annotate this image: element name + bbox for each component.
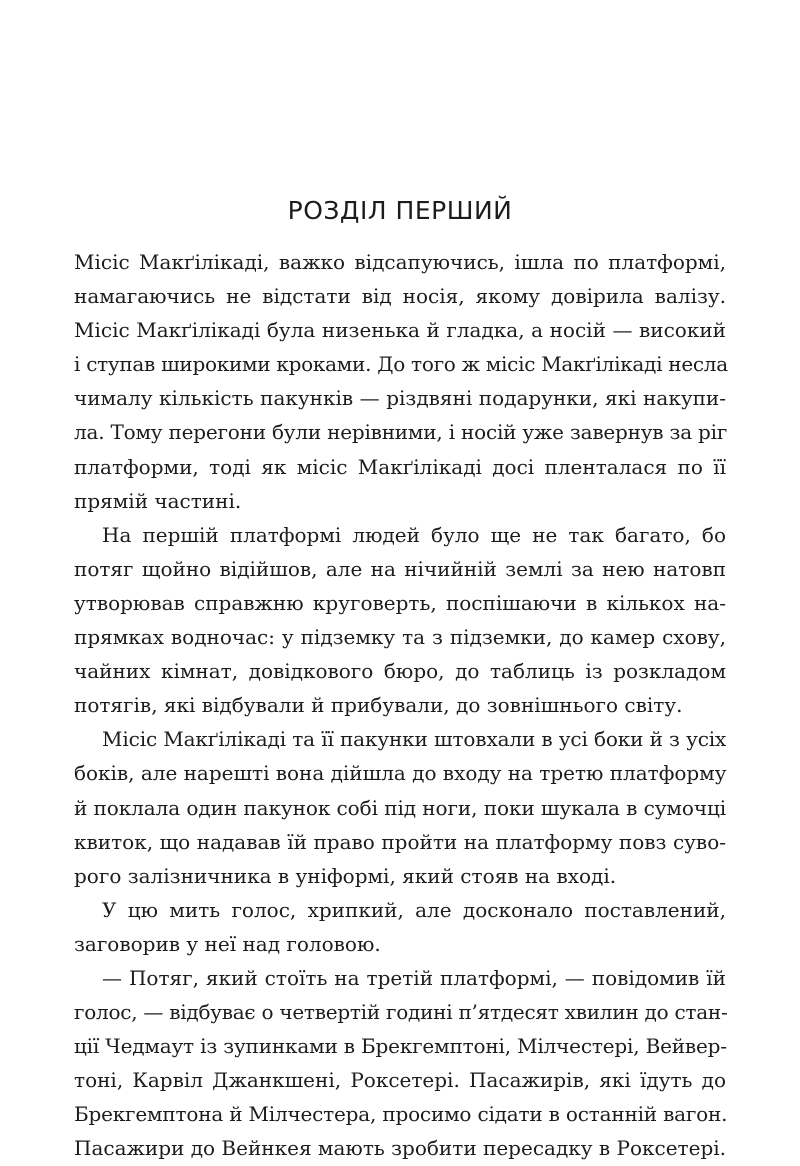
- paragraph-4: [74, 893, 726, 961]
- text-line: На першій платформі людей було ще не так багато, бо: [102, 522, 726, 547]
- text-line: потяг щойно відійшов, але на нічийній землі за нею натовп: [74, 556, 726, 581]
- text-line: прямках водночас: у підземку та з підземки, до камер схову,: [74, 625, 726, 650]
- paragraph-3: [74, 722, 726, 892]
- text-line: боків, але нарешті вона дійшла до входу на третю платформу: [74, 761, 727, 786]
- text-line: Місіс Макґілікаді, важко відсапуючись, ішла по платформі,: [74, 250, 726, 274]
- text-line: ла. Тому перегони були нерівними, і носій уже завернув за ріг: [74, 420, 728, 445]
- text-line: квиток, що надавав їй право пройти на платформу повз суво-: [74, 829, 726, 854]
- text-line: утворював справжню круговерть, поспішаючи в кількох на-: [74, 590, 726, 615]
- paragraph-2: [74, 518, 726, 723]
- text-line: Брекгемптона й Мілчестера, просимо сідати в останній вагон.: [74, 1102, 728, 1127]
- text-line: тоні, Карвіл Джанкшені, Роксетері. Пасажирів, які їдуть до: [74, 1068, 726, 1093]
- text-line: й поклала один пакунок собі під ноги, поки шукала в сумочці: [74, 795, 727, 820]
- text-line: заговорив у неї над головою.: [74, 931, 381, 956]
- text-line: чималу кількість пакунків — різдвяні подарунки, які накупи-: [74, 386, 726, 411]
- text-line: ції Чедмаут із зупинками в Брекгемптоні, Мілчестері, Вейвер-: [74, 1034, 727, 1059]
- paragraph-5: [74, 961, 726, 1166]
- text-line: рого залізничника в уніформі, який стояв на вході.: [74, 863, 617, 888]
- text-line: У цю мить голос, хрипкий, але досконало поставлений,: [102, 897, 726, 922]
- text-line: — Потяг, який стоїть на третій платформі, — повідомив їй: [102, 965, 726, 990]
- text-line: платформи, тоді як місіс Макґілікаді досі пленталася по її: [74, 454, 726, 479]
- text-line: потягів, які відбували й прибували, до зовнішнього світу.: [74, 693, 683, 718]
- text-line: намагаючись не відстати від носія, якому довірила валізу.: [74, 284, 726, 309]
- text-line: Місіс Макґілікаді була низенька й гладка, а носій — високий: [74, 318, 726, 343]
- body-text: [74, 245, 726, 1166]
- text-line: прямій частині.: [74, 488, 242, 513]
- text-line: голос, — відбуває о четвертій годині п’ятдесят хвилин до стан-: [74, 1000, 728, 1025]
- paragraph-1: [74, 245, 726, 518]
- text-line: Місіс Макґілікаді та її пакунки штовхали в усі боки й з усіх: [102, 727, 727, 752]
- text-line: і ступав широкими кроками. До того ж місіс Макґілікаді несла: [74, 352, 728, 377]
- text-line: чайних кімнат, довідкового бюро, до таблиць із розкладом: [74, 659, 726, 684]
- text-line: Пасажири до Вейнкея мають зробити пересадку в Роксетері.: [74, 1136, 726, 1161]
- chapter-title: РОЗДІЛ ПЕРШИЙ: [287, 196, 513, 225]
